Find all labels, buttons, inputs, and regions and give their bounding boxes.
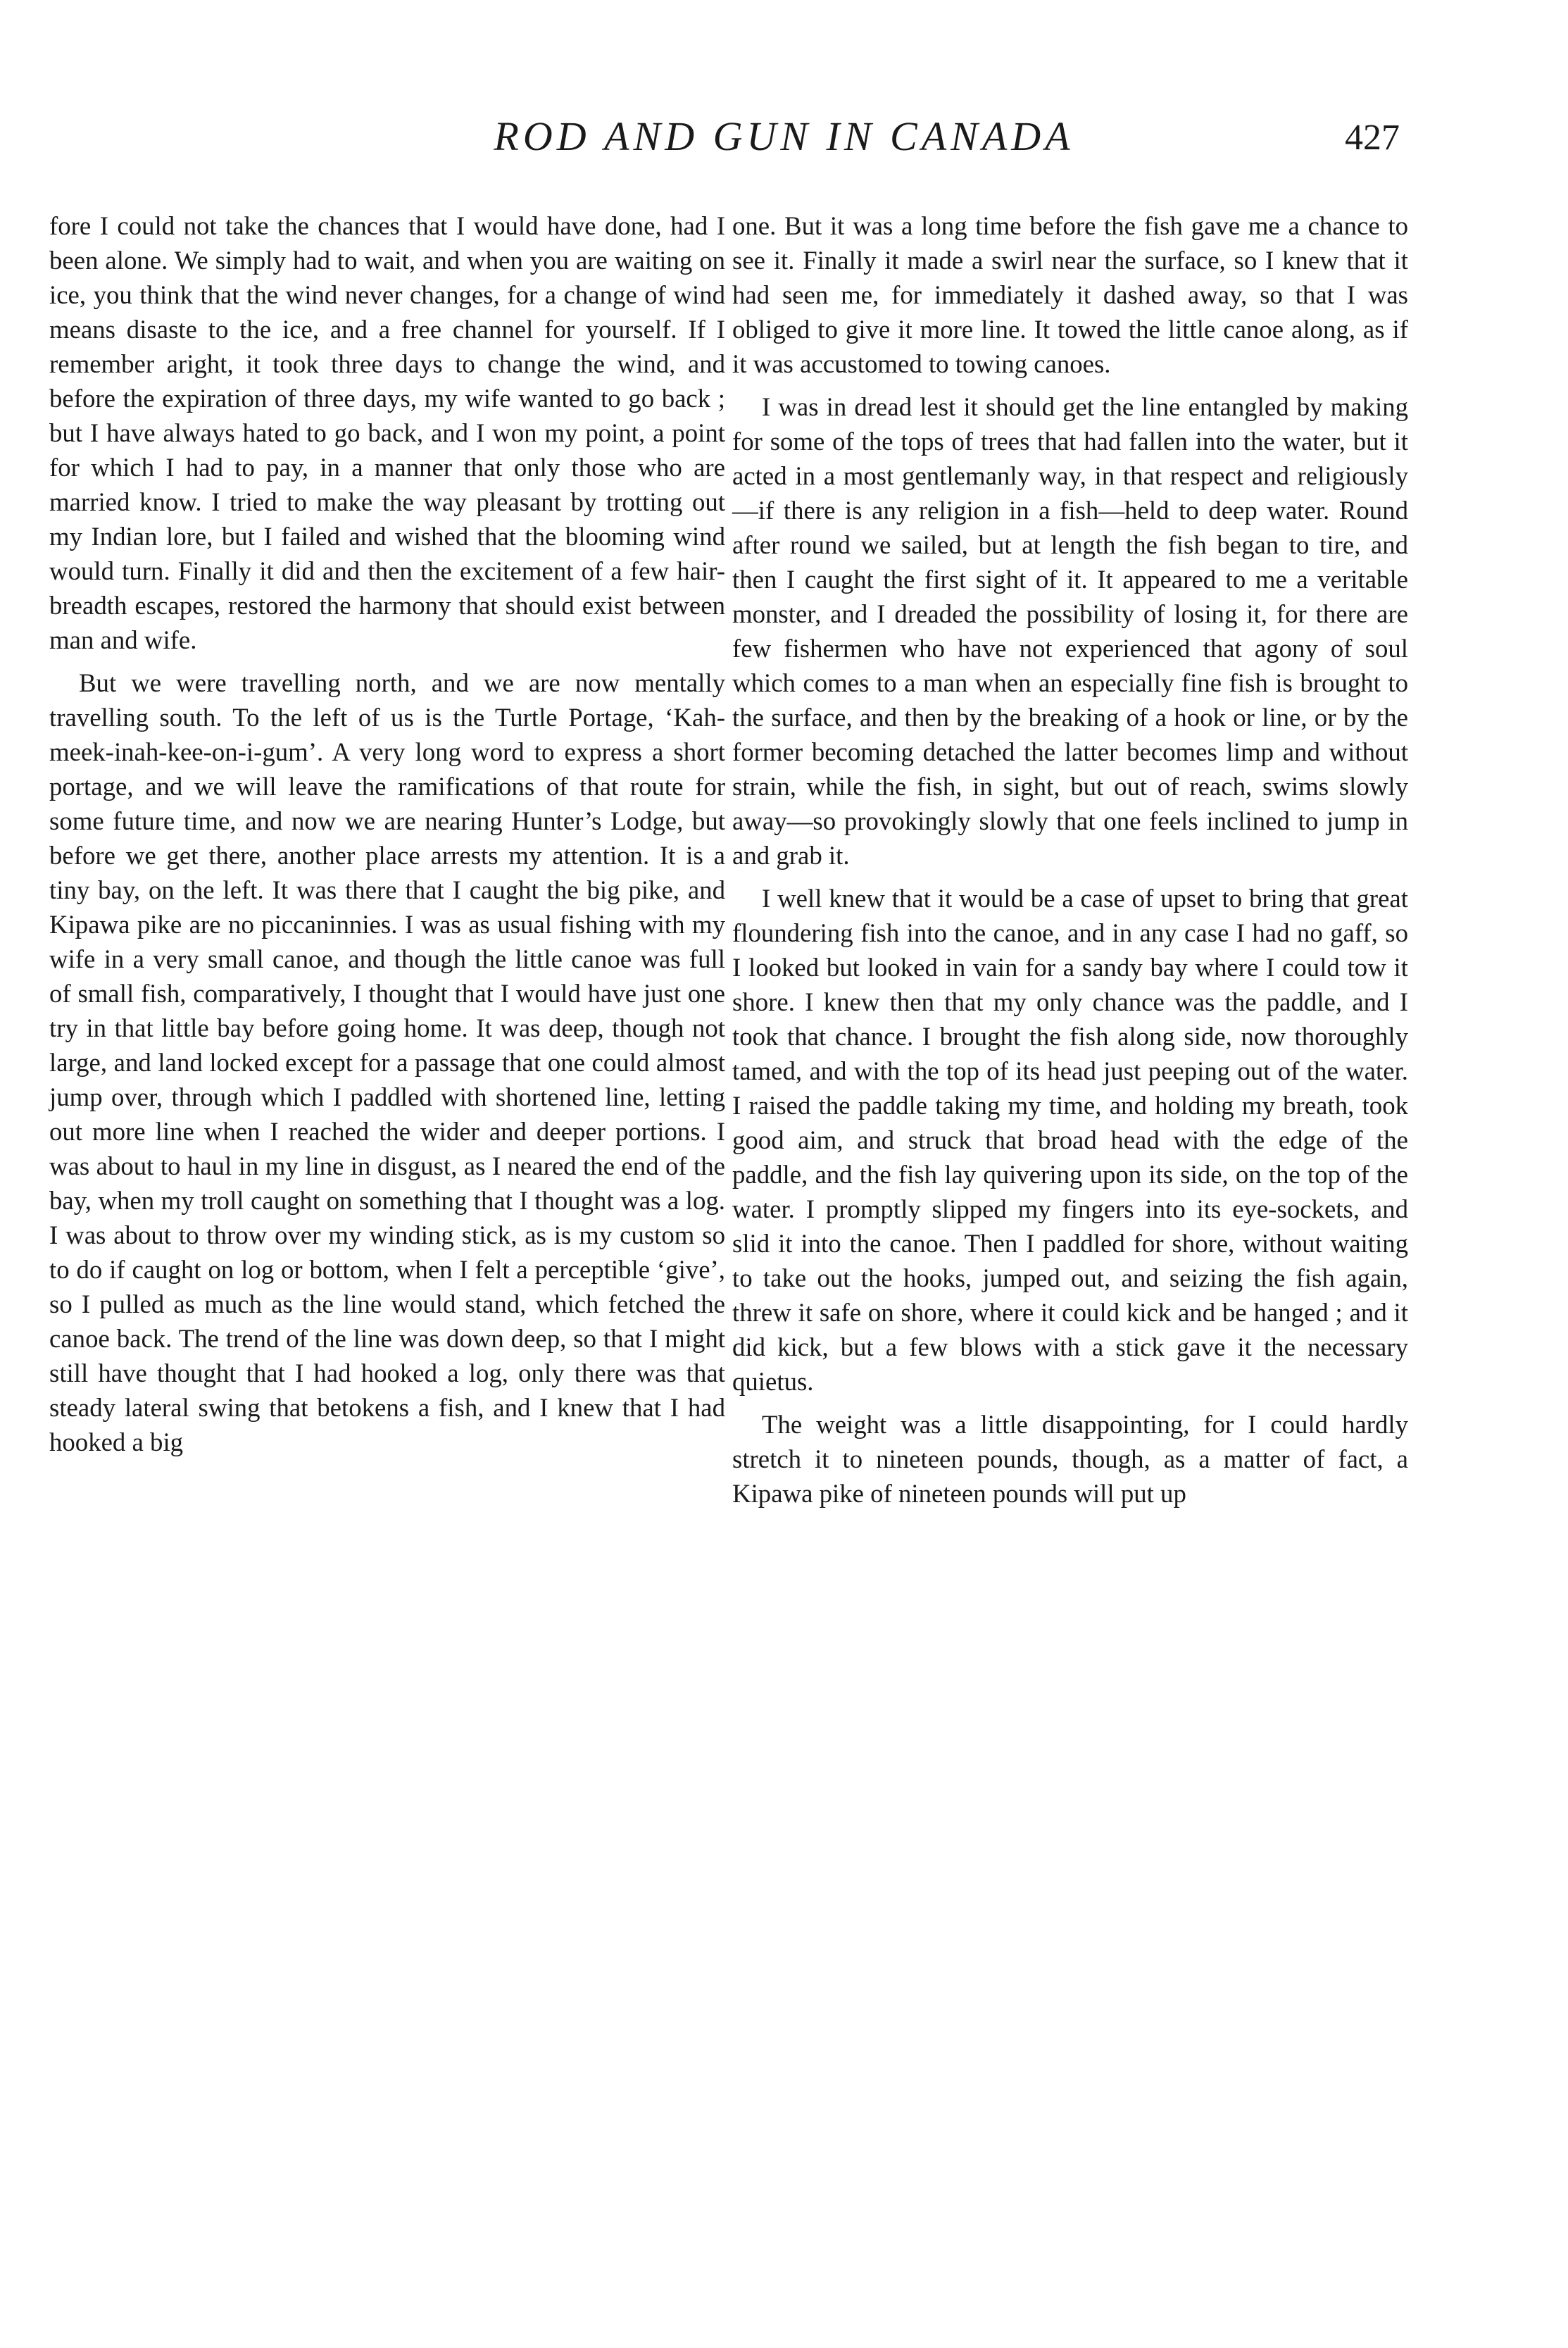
page-number: 427 — [1345, 118, 1400, 158]
paragraph: But we were travelling north, and we are now mentally travelling south. To the left of us is the Turtle Portage, ‘Kah-meek-inah-kee-on-i-gum’. A very long word to express a short portage, and we will leave the ramifications of that route for some future time, and now we are nearing Hunter’s Lodge, but before we get there, another place arrests my attention. It is a tiny bay, on the left. It was there that I caught the big pike, and Kipawa pike are no piccaninnies. I was as usual fishing with my wife in a very small canoe, and though the little canoe was full of small fish, comparatively, I thought that I would have just one try in that little bay before going home. It was deep, though not large, and land locked except for a passage that one could almost jump over, through which I paddled with shortened line, letting out more line when I reached the wider and deeper portions. I was about to haul in my line in disgust, as I neared the end of the bay, when my troll caught on something that I thought was a log. I was about to throw over my winding stick, as is my custom so to do if caught on log or bottom, when I felt a perceptible ‘give’, so I pulled as much as the line would stand, which fetched the canoe back. The trend of the line was down deep, so that I might still have thought that I had hooked a log, only there was that steady lateral swing that betokens a fish, and I knew that I had hooked a big — [49, 668, 725, 1456]
paragraph: I well knew that it would be a case of upset to bring that great floundering fish into the canoe, and in any case I had no gaff, so I looked but looked in vain for a sandy bay where I could tow it shore. I knew then that my only chance was the paddle, and I took that chance. I brought the fish along side, now thoroughly tamed, and with the top of its head just peeping out of the water. I raised the paddle taking my time, and holding my breath, took good aim, and struck that broad head with the edge of the paddle, and the fish lay quivering upon its side, on the top of the water. I promptly slipped my fingers into its eye-sockets, and slid it into the canoe. Then I paddled for shore, without waiting to take out the hooks, jumped out, and seizing the fish again, threw it safe on shore, where it could kick and be hanged ; and it did kick, but a few blows with a stick gave it the necessary quietus. — [732, 884, 1408, 1396]
paragraph: I was in dread lest it should get the line entangled by making for some of the tops of trees that had fallen into the water, but it acted in a most gentlemanly way, in that respect and religiously—if there is any religion in a fish—held to deep water. Round after round we sailed, but at length the fish began to tire, and then I caught the first sight of it. It appeared to me a veritable monster, and I dreaded the possibility of losing it, for there are few fishermen who have not experienced that agony of soul which comes to a man when an especially fine fish is brought to the surface, and then by the breaking of a hook or line, or by the former becoming detached the latter becomes limp and without strain, while the fish, in sight, but out of reach, swims slowly away—so provokingly slowly that one feels inclined to jump in and grab it. — [732, 392, 1408, 870]
paragraph: one. But it was a long time before the fish gave me a chance to see it. Finally it made a swirl near the surface, so I knew that it had seen me, for immediately it dashed away, so that I was obliged to give it more line. It towed the little canoe along, as if it was accustomed to towing canoes. — [732, 211, 1408, 378]
left-column — [49, 208, 725, 1468]
right-column — [732, 208, 1408, 1519]
paragraph: The weight was a little disappointing, for I could hardly stretch it to nineteen pounds, though, as a matter of fact, a Kipawa pike of nineteen pounds will put up — [732, 1410, 1408, 1508]
paragraph: fore I could not take the chances that I would have done, had I been alone. We simply had to wait, and when you are waiting on ice, you think that the wind never changes, for a change of wind means disaste to the ice, and a free channel for yourself. If I remember aright, it took three days to change the wind, and before the expiration of three days, my wife wanted to go back ; but I have always hated to go back, and I won my point, a point for which I had to pay, in a manner that only those who are married know. I tried to make the way pleasant by trotting out my Indian lore, but I failed and wished that the blooming wind would turn. Finally it did and then the excitement of a few hair-breadth escapes, restored the harmony that should exist between man and wife. — [49, 211, 725, 654]
running-title: ROD AND GUN IN CANADA — [494, 113, 1074, 159]
